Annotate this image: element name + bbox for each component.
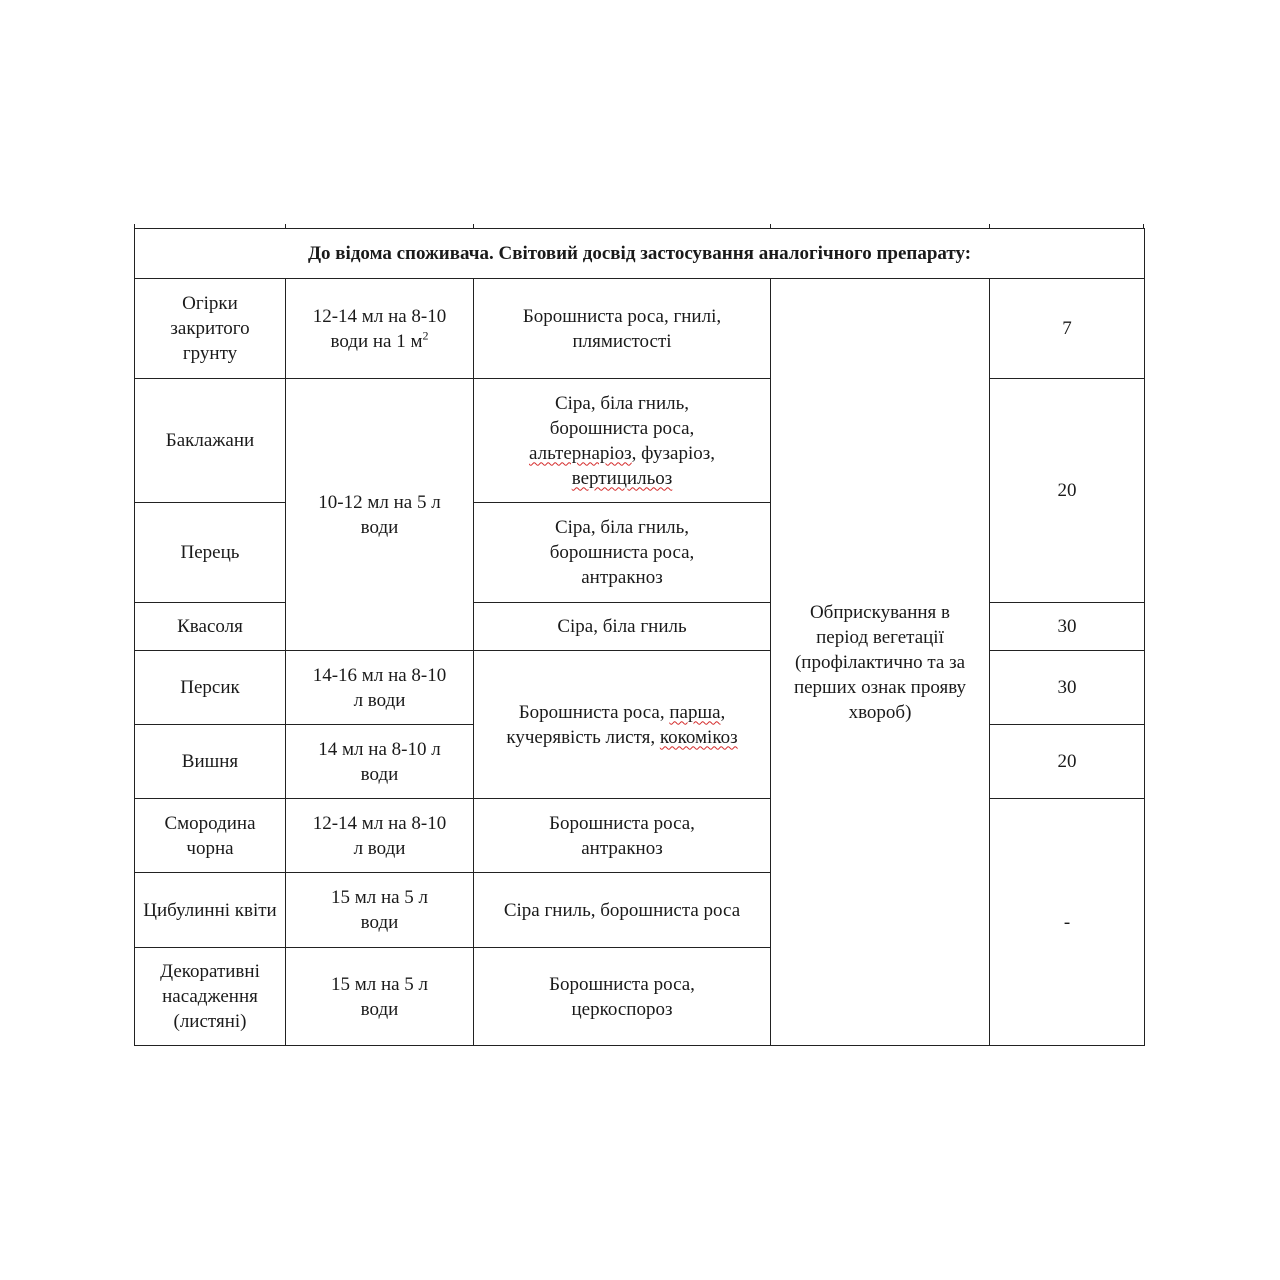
disease-text: Сіра, біла гниль, борошниста роса, [549, 392, 695, 439]
disease-text-flagged: вертицильоз [571, 467, 673, 489]
method-cell: Обприскування в період вегетації (профілактично та за перших ознак прояву хвороб) [771, 279, 990, 1046]
dose-cell: 15 мл на 5 л води [286, 873, 474, 948]
dose-cell: 12-14 мл на 8-10 л води [286, 799, 474, 873]
disease-cell: Сіра гниль, борошниста роса [474, 873, 771, 948]
disease-text: , фузаріоз, [631, 442, 715, 464]
dose-cell: 10-12 мл на 5 л води [286, 379, 474, 651]
crop-cell: Смородина чорна [135, 799, 286, 873]
application-table [134, 228, 1145, 1046]
dose-cell: 14 мл на 8-10 л води [286, 725, 474, 799]
disease-text-flagged: альтернаріоз [529, 442, 632, 464]
table-row [135, 651, 1145, 725]
disease-text-flagged: парша [669, 701, 721, 723]
disease-cell [474, 651, 771, 799]
table-row [135, 799, 1145, 873]
disease-text: , кучерявість листя, [506, 701, 726, 748]
crop-cell: Огірки закритого грунту [135, 279, 286, 379]
dose-cell: 15 мл на 5 л води [286, 948, 474, 1046]
crop-cell: Вишня [135, 725, 286, 799]
crop-cell: Баклажани [135, 379, 286, 503]
header-row [135, 229, 1145, 279]
days-cell: 7 [990, 279, 1145, 379]
table-title: До відома споживача. Світовий досвід застосування аналогічного препарату: [135, 229, 1145, 279]
dose-cell [286, 279, 474, 379]
disease-cell [474, 379, 771, 503]
disease-cell: Борошниста роса, гнилі, плямистості [474, 279, 771, 379]
disease-cell: Борошниста роса, антракноз [474, 799, 771, 873]
dose-cell: 14-16 мл на 8-10 л води [286, 651, 474, 725]
disease-cell: Сіра, біла гниль [474, 603, 771, 651]
disease-cell: Сіра, біла гниль, борошниста роса, антракноз [474, 503, 771, 603]
days-cell: 30 [990, 651, 1145, 725]
dose-superscript: 2 [422, 328, 429, 343]
disease-text: Борошниста роса, [518, 701, 670, 723]
days-cell: 30 [990, 603, 1145, 651]
crop-cell: Персик [135, 651, 286, 725]
crop-cell: Цибулинні квіти [135, 873, 286, 948]
table-row [135, 379, 1145, 503]
crop-cell: Перець [135, 503, 286, 603]
days-cell: 20 [990, 379, 1145, 603]
days-cell: 20 [990, 725, 1145, 799]
dose-text: 12-14 мл на 8-10 води на 1 м [312, 305, 447, 352]
table-row [135, 279, 1145, 379]
days-cell: - [990, 799, 1145, 1046]
disease-text-flagged: кокомікоз [659, 726, 738, 748]
disease-cell: Борошниста роса, церкоспороз [474, 948, 771, 1046]
crop-cell: Декоративні насадження (листяні) [135, 948, 286, 1046]
crop-cell: Квасоля [135, 603, 286, 651]
